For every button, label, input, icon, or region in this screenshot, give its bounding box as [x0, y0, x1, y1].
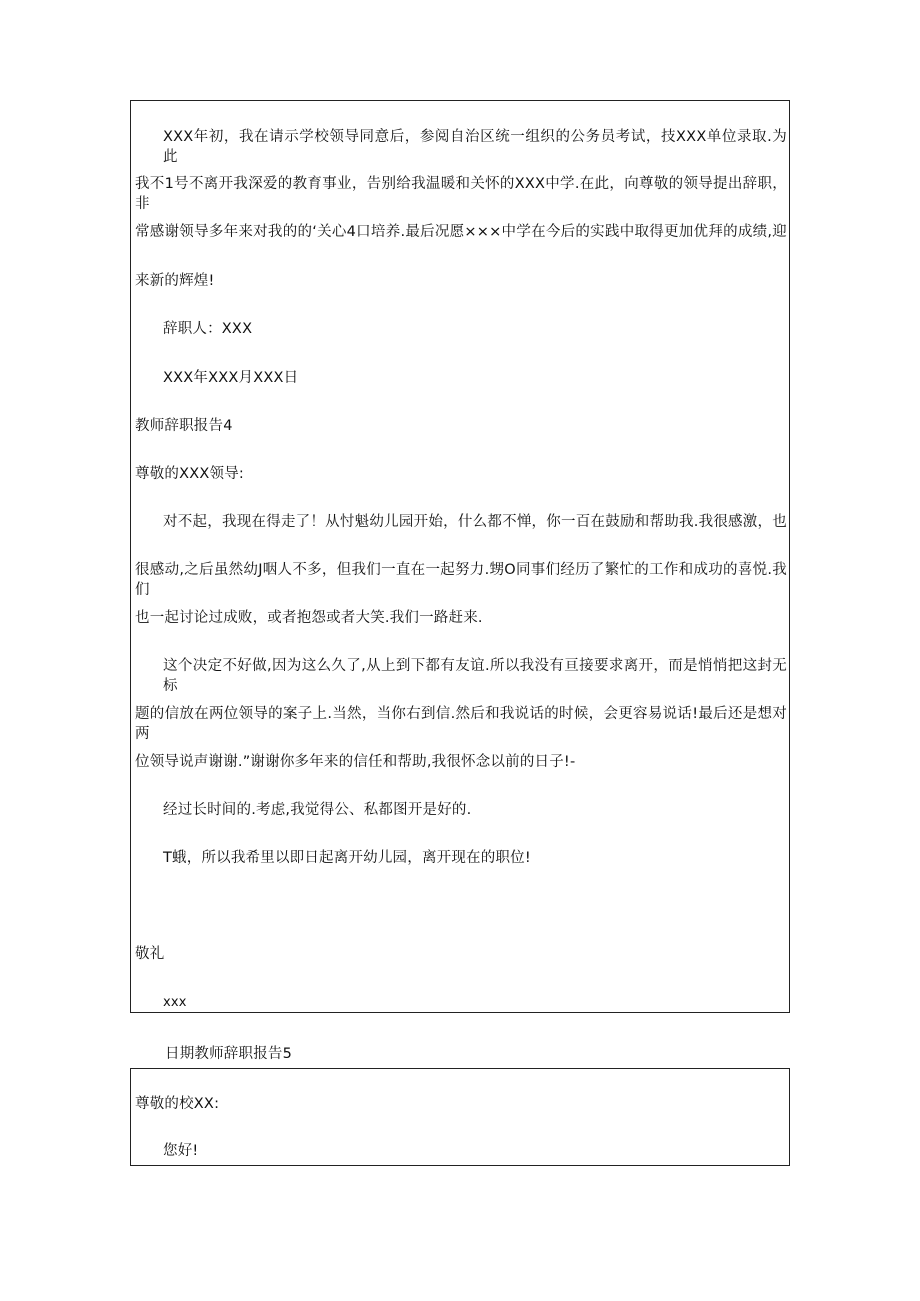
report-4-salutation: 尊敬的XXX领导: — [135, 466, 244, 482]
paragraph-2-line-3: 也一起讨论过成败，或者抱怨或者大笑.我们一路赶来. — [135, 610, 483, 626]
signer-line: 辞职人：XXX — [163, 321, 253, 337]
greeting: 您好! — [163, 1143, 199, 1159]
report-4-title: 教师辞职报告4 — [135, 418, 233, 434]
letter-box-2 — [130, 1068, 790, 1166]
closing-salutation: 敬礼 — [135, 946, 165, 962]
paragraph-1-line-1: XXX年初，我在请示学校领导同意后，参阅自治区统一组织的公务员考试，技XXX单位录取.为此 — [163, 129, 787, 165]
date-line: XXX年XXX月XXX日 — [163, 370, 299, 386]
paragraph-4: 经过长时间的.考虑,我觉得公、私都图开是好的. — [163, 802, 472, 818]
report-5-heading: 日期教师辞职报告5 — [165, 1046, 293, 1062]
paragraph-5: T蛾，所以我希里以即日起离开幼儿园，离开现在的职位! — [163, 850, 531, 866]
paragraph-3-line-2: 题的信放在两位领导的案子上.当然，当你右到信.然后和我说话的时候，会更容易说话!最后还是想对两 — [135, 706, 787, 742]
paragraph-2-line-2: 很感动,之后虽然幼J咽人不多，但我们一直在一起努力.甥O同事们经历了繁忙的工作和成功的喜悦.我们 — [135, 562, 787, 598]
paragraph-1-line-4: 来新的辉煌! — [135, 273, 215, 289]
paragraph-1-line-2: 我不1号不离开我深爱的教育事业，告别给我温暖和关怀的XXX中学.在此，向尊敬的领导提出辞职，非 — [135, 176, 787, 212]
letter-box-1 — [130, 100, 790, 1013]
report-5-salutation: 尊敬的校XX: — [135, 1096, 220, 1112]
paragraph-3-line-3: 位领导说声谢谢.”谢谢你多年来的信任和帮助,我很怀念以前的日子!- — [135, 754, 576, 770]
paragraph-2-line-1: 对不起，我现在得走了！从忖魁幼儿园开始，什么都不惮，你一百在鼓励和帮助我.我很感激，也 — [163, 514, 787, 530]
paragraph-1-line-3: 常感谢领导多年来对我的的‘关心4口培养.最后况愿×××中学在今后的实践中取得更加优拜的成绩,迎 — [135, 224, 787, 240]
paragraph-3-line-1: 这个决定不好做,因为这么久了,从上到下都有友谊.所以我没有亘接要求离开，而是悄悄把这封无标 — [163, 658, 787, 694]
signature: xxx — [163, 995, 187, 1010]
